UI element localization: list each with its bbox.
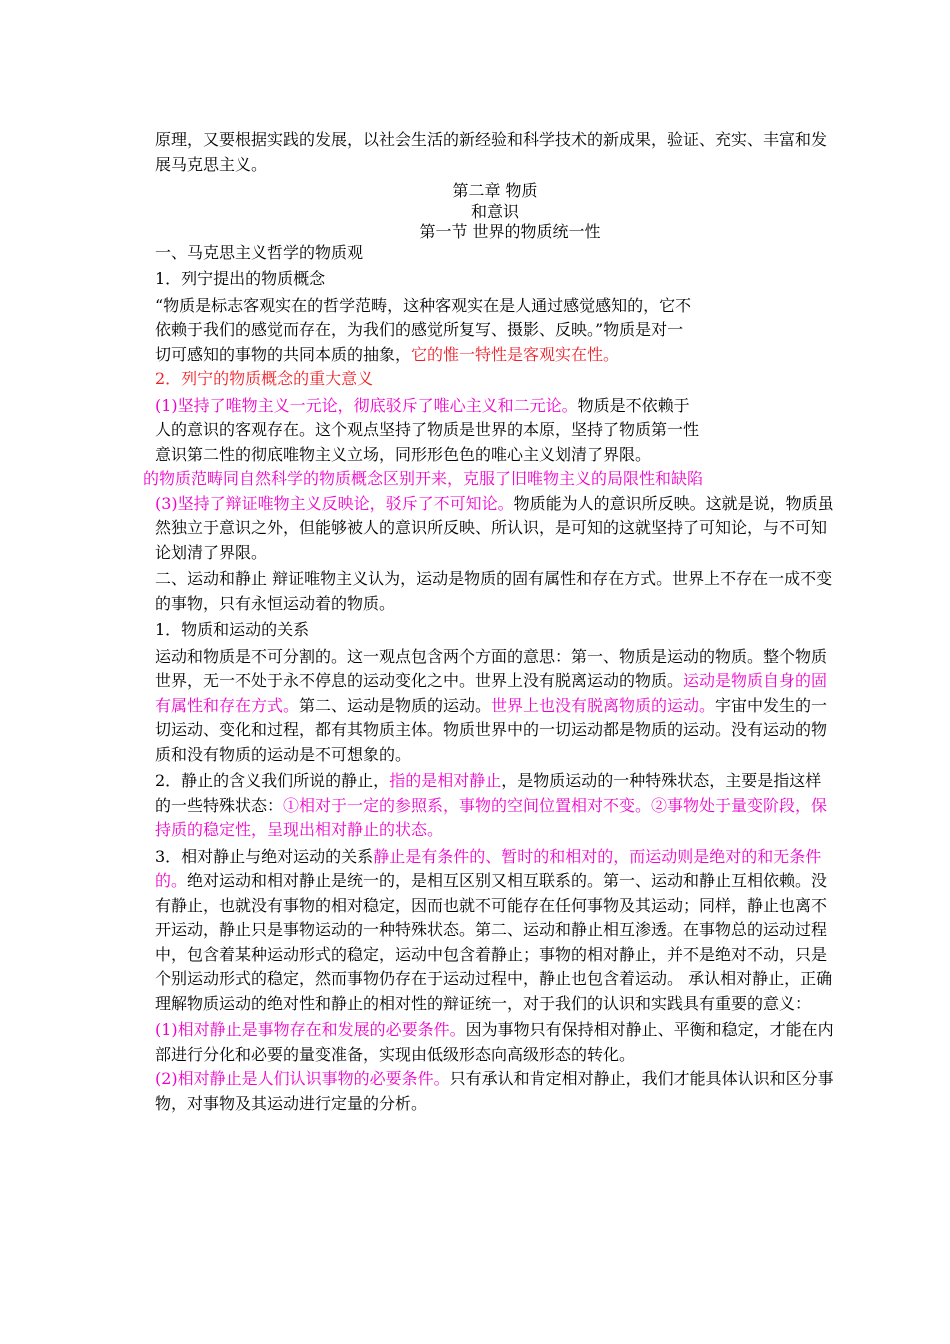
meaning-1-text-c: 意识第二性的彻底唯物主义立场，同形形色色的唯心主义划清了界限。 — [155, 444, 652, 464]
quote-line-3 — [155, 343, 835, 368]
conclusion-1-text: 因为事物只有保持相对静止、平衡和稳定，才能在内部进行分化和必要的量变准备，实现由低级形态向高级形态的转化。 — [155, 1020, 834, 1064]
paragraph-intro-text: 原理，又要根据实践的发展，以社会生活的新经验和科学技术的新成果，验证、充实、丰富和发展马克思主义。 — [155, 130, 828, 174]
conclusion-2-highlight: (2)相对静止是人们认识事物的必要条件。 — [155, 1069, 450, 1088]
meaning-3-text: 物质能为人的意识所反映。这就是说，物质虽然独立于意识之外，但能够被人的意识所反映、所认识，是可知的这就坚持了可知论，与不可知论划清了界限。 — [155, 493, 834, 562]
rest-meaning-text-a: 2．静止的含义我们所说的静止， — [155, 771, 390, 790]
matter-motion-highlight-2: 世界上也没有脱离物质的运动。 — [491, 695, 716, 715]
rest-meaning-highlight-2: ①相对于一定的参照系，事物的空间位置相对不变。②事物处于量变阶段，保持质的稳定性，呈现出相对静止的状态。 — [155, 795, 828, 839]
heading-matter-motion-text: 1．物质和运动的关系 — [155, 620, 310, 639]
heading-matter-motion — [155, 618, 835, 643]
relative-absolute-paragraph — [155, 845, 835, 1017]
quote-text-2: 依赖于我们的感觉而存在，为我们的感觉所复写、摄影、反映。”物质是对一 — [155, 320, 684, 339]
heading-material-view-text: 一、马克思主义哲学的物质观 — [155, 242, 364, 262]
relative-absolute-highlight: 静止是有条件的、暂时的和相对的，而运动则是绝对的和无条件的。 — [155, 846, 822, 890]
quote-line-2 — [155, 318, 835, 343]
heading-significance — [155, 367, 835, 392]
meaning-3-paragraph — [155, 492, 835, 566]
relative-absolute-text-b: 绝对运动和相对静止是统一的，是相互区别又相互联系的。第一、运动和静止互相依赖。没有静止，也就没有事物的相对稳定，因而也就不可能存在任何事物及其运动；同样，静止也离不开运动，静止只是事物运动的一种特殊状态。第二、运动和静止相互渗透。在事物总的运动过程中，包含着某种运动形式的稳定，运动中包含着静止；事物的相对静止，并不是绝对不动，只是个别运动形式的稳定，然而事物仍存在于运动过程中，静止也包含着运动。 承认相对静止，正确理解物质运动的绝对性和静止的相对性的辩证统一，对于我们的认识和实践具有重要的意义： — [155, 871, 833, 1013]
paragraph-intro — [155, 128, 835, 177]
quote-text-3: 切可感知的事物的共同本质的抽象， — [155, 344, 412, 364]
matter-motion-paragraph — [155, 645, 835, 768]
rest-meaning-paragraph — [155, 769, 835, 843]
meaning-3-highlight: (3)坚持了辩证唯物主义反映论，驳斥了不可知论。 — [155, 493, 514, 513]
matter-motion-highlight-1: 运动是物质自身的固有属性和存在方式。 — [155, 671, 828, 715]
conclusion-2-text: 只有承认和肯定相对静止，我们才能具体认识和区分事物，对事物及其运动进行定量的分析。 — [155, 1069, 834, 1113]
meaning-2-line — [143, 467, 835, 492]
rest-meaning-text-b: ，是物质运动的一种特殊状态，主要是指这样的一些特殊状态： — [155, 771, 822, 815]
heading-significance-text: 2．列宁的物质概念的重大意义 — [155, 369, 374, 388]
heading-motion-rest — [155, 567, 835, 616]
meaning-1-line-3 — [155, 443, 835, 468]
meaning-1-highlight: (1)坚持了唯物主义一元论，彻底驳斥了唯心主义和二元论。 — [155, 395, 578, 415]
document-body — [143, 128, 835, 1116]
conclusion-1-paragraph — [155, 1018, 835, 1067]
conclusion-1-highlight: (1)相对静止是事物存在和发展的必要条件。 — [155, 1020, 466, 1039]
conclusion-2-paragraph — [155, 1067, 835, 1116]
meaning-2-text: 的物质范畴同自然科学的物质概念区别开来，克服了旧唯物主义的局限性和缺陷 — [143, 469, 704, 488]
heading-lenin-concept-text: 1．列宁提出的物质概念 — [155, 269, 326, 288]
chapter-title-text-2: 和意识 — [470, 201, 519, 221]
meaning-1-text-b: 人的意识的客观存在。这个观点坚持了物质是世界的本原，坚持了物质第一性 — [155, 420, 700, 439]
section-title-text: 第一节 世界的物质统一性 — [419, 222, 601, 241]
meaning-1-line-1 — [155, 394, 835, 419]
rest-meaning-highlight-1: 指的是相对静止 — [389, 771, 502, 790]
meaning-1-text-a: 物质是不依赖于 — [577, 395, 690, 415]
matter-motion-text-a: 运动和物质是不可分割的。这一观点包含两个方面的意思：第一、物质是运动的物质。整个物质世界，无一不处于永不停息的运动变化之中。世界上没有脱离运动的物质。 — [155, 646, 828, 690]
heading-lenin-concept — [155, 267, 835, 292]
quote-text-1: “物质是标志客观实在的哲学范畴，这种客观实在是人通过感觉感知的，它不 — [155, 295, 692, 315]
chapter-title-text-1: 第二章 物质 — [452, 181, 538, 200]
relative-absolute-text-a: 3．相对静止与绝对运动的关系 — [155, 846, 374, 866]
quote-line-1 — [155, 294, 835, 319]
heading-motion-rest-text: 二、运动和静止 辩证唯物主义认为，运动是物质的固有属性和存在方式。世界上不存在一成不变的事物，只有永恒运动着的物质。 — [155, 569, 833, 613]
matter-motion-text-b: 第二、运动是物质的运动。 — [299, 695, 492, 715]
highlight-red-text: 它的惟一特性是客观实在性。 — [411, 344, 620, 364]
meaning-1-line-2 — [155, 418, 835, 443]
matter-motion-text-c: 宇宙中发生的一切运动、变化和过程，都有其物质主体。物质世界中的一切运动都是物质的运动。没有运动的物质和没有物质的运动是不可想象的。 — [155, 695, 828, 764]
